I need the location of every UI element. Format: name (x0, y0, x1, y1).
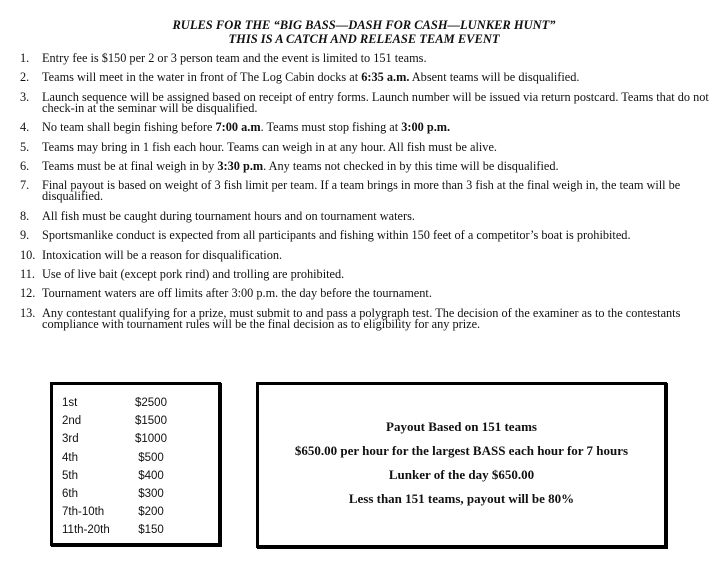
rule-text: Intoxication will be a reason for disqualification. (42, 247, 283, 262)
prize-amount: $1500 (135, 415, 167, 428)
rule-number: 4. (20, 120, 30, 135)
prize-place: 5th (62, 469, 78, 482)
rule-text: Use of live bait (except pork rind) and trolling are prohibited. (42, 266, 345, 281)
rule-text: Any contestant qualifying for a prize, must submit to and pass a polygraph test. The decision of the examiner as to the contestants compliance with tournament rules will be the final decision as to eligibility for any prize. (42, 305, 681, 331)
rule-item (14, 139, 714, 154)
rule-item (14, 89, 714, 115)
rule-item (14, 122, 714, 133)
rule-item (14, 158, 714, 173)
rules-title: RULES FOR THE “BIG BASS—DASH FOR CASH—LUNKER HUNT” (172, 18, 556, 32)
rule-text: Launch sequence will be assigned based on receipt of entry forms. Launch number will be issued via return postcard. Teams that do not check-in at the seminar will be disqualified. (42, 89, 709, 115)
prize-row (62, 452, 212, 470)
rule-text: . Any teams not checked in by this time will be disqualified. (263, 158, 559, 173)
prize-amount: $400 (138, 469, 164, 482)
rule-time: 7:00 a.m (215, 120, 261, 135)
rule-number: 10. (20, 247, 36, 262)
prize-row (62, 470, 212, 488)
prize-table-box (50, 382, 221, 546)
rule-number: 12. (20, 286, 36, 301)
rule-number: 11. (20, 266, 35, 281)
rule-item (14, 305, 714, 331)
rule-text: Tournament waters are off limits after 3:00 p.m. the day before the tournament. (42, 286, 432, 301)
prize-amount: $500 (138, 451, 164, 464)
rule-text: Teams may bring in 1 fish each hour. Teams can weigh in at any hour. All fish must be alive. (42, 139, 497, 154)
rule-item (14, 53, 714, 64)
reduced-payout-note: Less than 151 teams, payout will be 80% (348, 491, 575, 506)
prize-place: 7th-10th (62, 506, 105, 519)
rule-item (14, 180, 714, 202)
prize-row (62, 488, 212, 506)
prize-list (62, 397, 212, 543)
rule-text: Teams will meet in the water in front of The Log Cabin docks at (42, 70, 362, 85)
rules-list (14, 53, 714, 338)
prize-amount: $1000 (135, 433, 167, 446)
prize-row (62, 415, 212, 433)
prize-place: 6th (62, 487, 78, 500)
rule-item (14, 288, 714, 299)
rule-item (14, 72, 714, 83)
prize-place: 2nd (62, 415, 82, 428)
prize-place: 11th-20th (62, 524, 110, 537)
rule-number: 1. (20, 51, 30, 65)
rule-number: 6. (20, 158, 30, 173)
rule-item (14, 247, 714, 262)
prize-place: 4th (62, 451, 78, 464)
payout-box (256, 382, 667, 548)
rule-text: No team shall begin fishing before (42, 120, 216, 135)
rule-item (14, 230, 714, 241)
rule-number: 5. (20, 139, 30, 154)
rule-number: 9. (20, 228, 30, 243)
rule-text: Sportsmanlike conduct is expected from all participants and fishing within 150 feet of a competitor’s boat is prohibited. (42, 228, 631, 243)
rule-text: Absent teams will be disqualified. (409, 70, 580, 85)
rule-text: Entry fee is $150 per 2 or 3 person team and the event is limited to 151 teams. (42, 51, 427, 65)
rule-time: 3:00 p.m. (401, 120, 451, 135)
prize-place: 3rd (62, 433, 79, 446)
rule-text: Teams must be at final weigh in by (42, 158, 218, 173)
rule-number: 7. (20, 178, 30, 193)
rule-item (14, 208, 714, 223)
payout-heading: Payout Based on 151 teams (386, 419, 537, 434)
hourly-payout: $650.00 per hour for the largest BASS each hour for 7 hours (294, 443, 629, 458)
prize-amount: $2500 (135, 397, 167, 409)
rule-text: Final payout is based on weight of 3 fish limit per team. If a team brings in more than 3 fish at the final weigh in, the team will be disqualified. (42, 178, 681, 204)
prize-amount: $300 (138, 487, 164, 500)
prize-amount: $200 (138, 506, 164, 519)
rule-item (14, 266, 714, 281)
lunker-payout: Lunker of the day $650.00 (388, 467, 535, 482)
rule-text: . Teams must stop fishing at (260, 120, 402, 135)
prize-row (62, 397, 212, 415)
rule-number: 2. (20, 70, 30, 85)
event-subtitle: THIS IS A CATCH AND RELEASE TEAM EVENT (228, 32, 500, 46)
rule-time: 3:30 p.m (217, 158, 264, 173)
rule-number: 3. (20, 89, 30, 104)
prize-place: 1st (62, 397, 78, 409)
rule-text: All fish must be caught during tournament hours and on tournament waters. (42, 208, 415, 223)
prize-row (62, 433, 212, 451)
prize-row (62, 524, 212, 542)
rule-time: 6:35 a.m. (361, 70, 410, 85)
rule-number: 13. (20, 305, 36, 320)
rule-number: 8. (20, 208, 30, 223)
prize-row (62, 506, 212, 524)
prize-amount: $150 (138, 524, 164, 537)
